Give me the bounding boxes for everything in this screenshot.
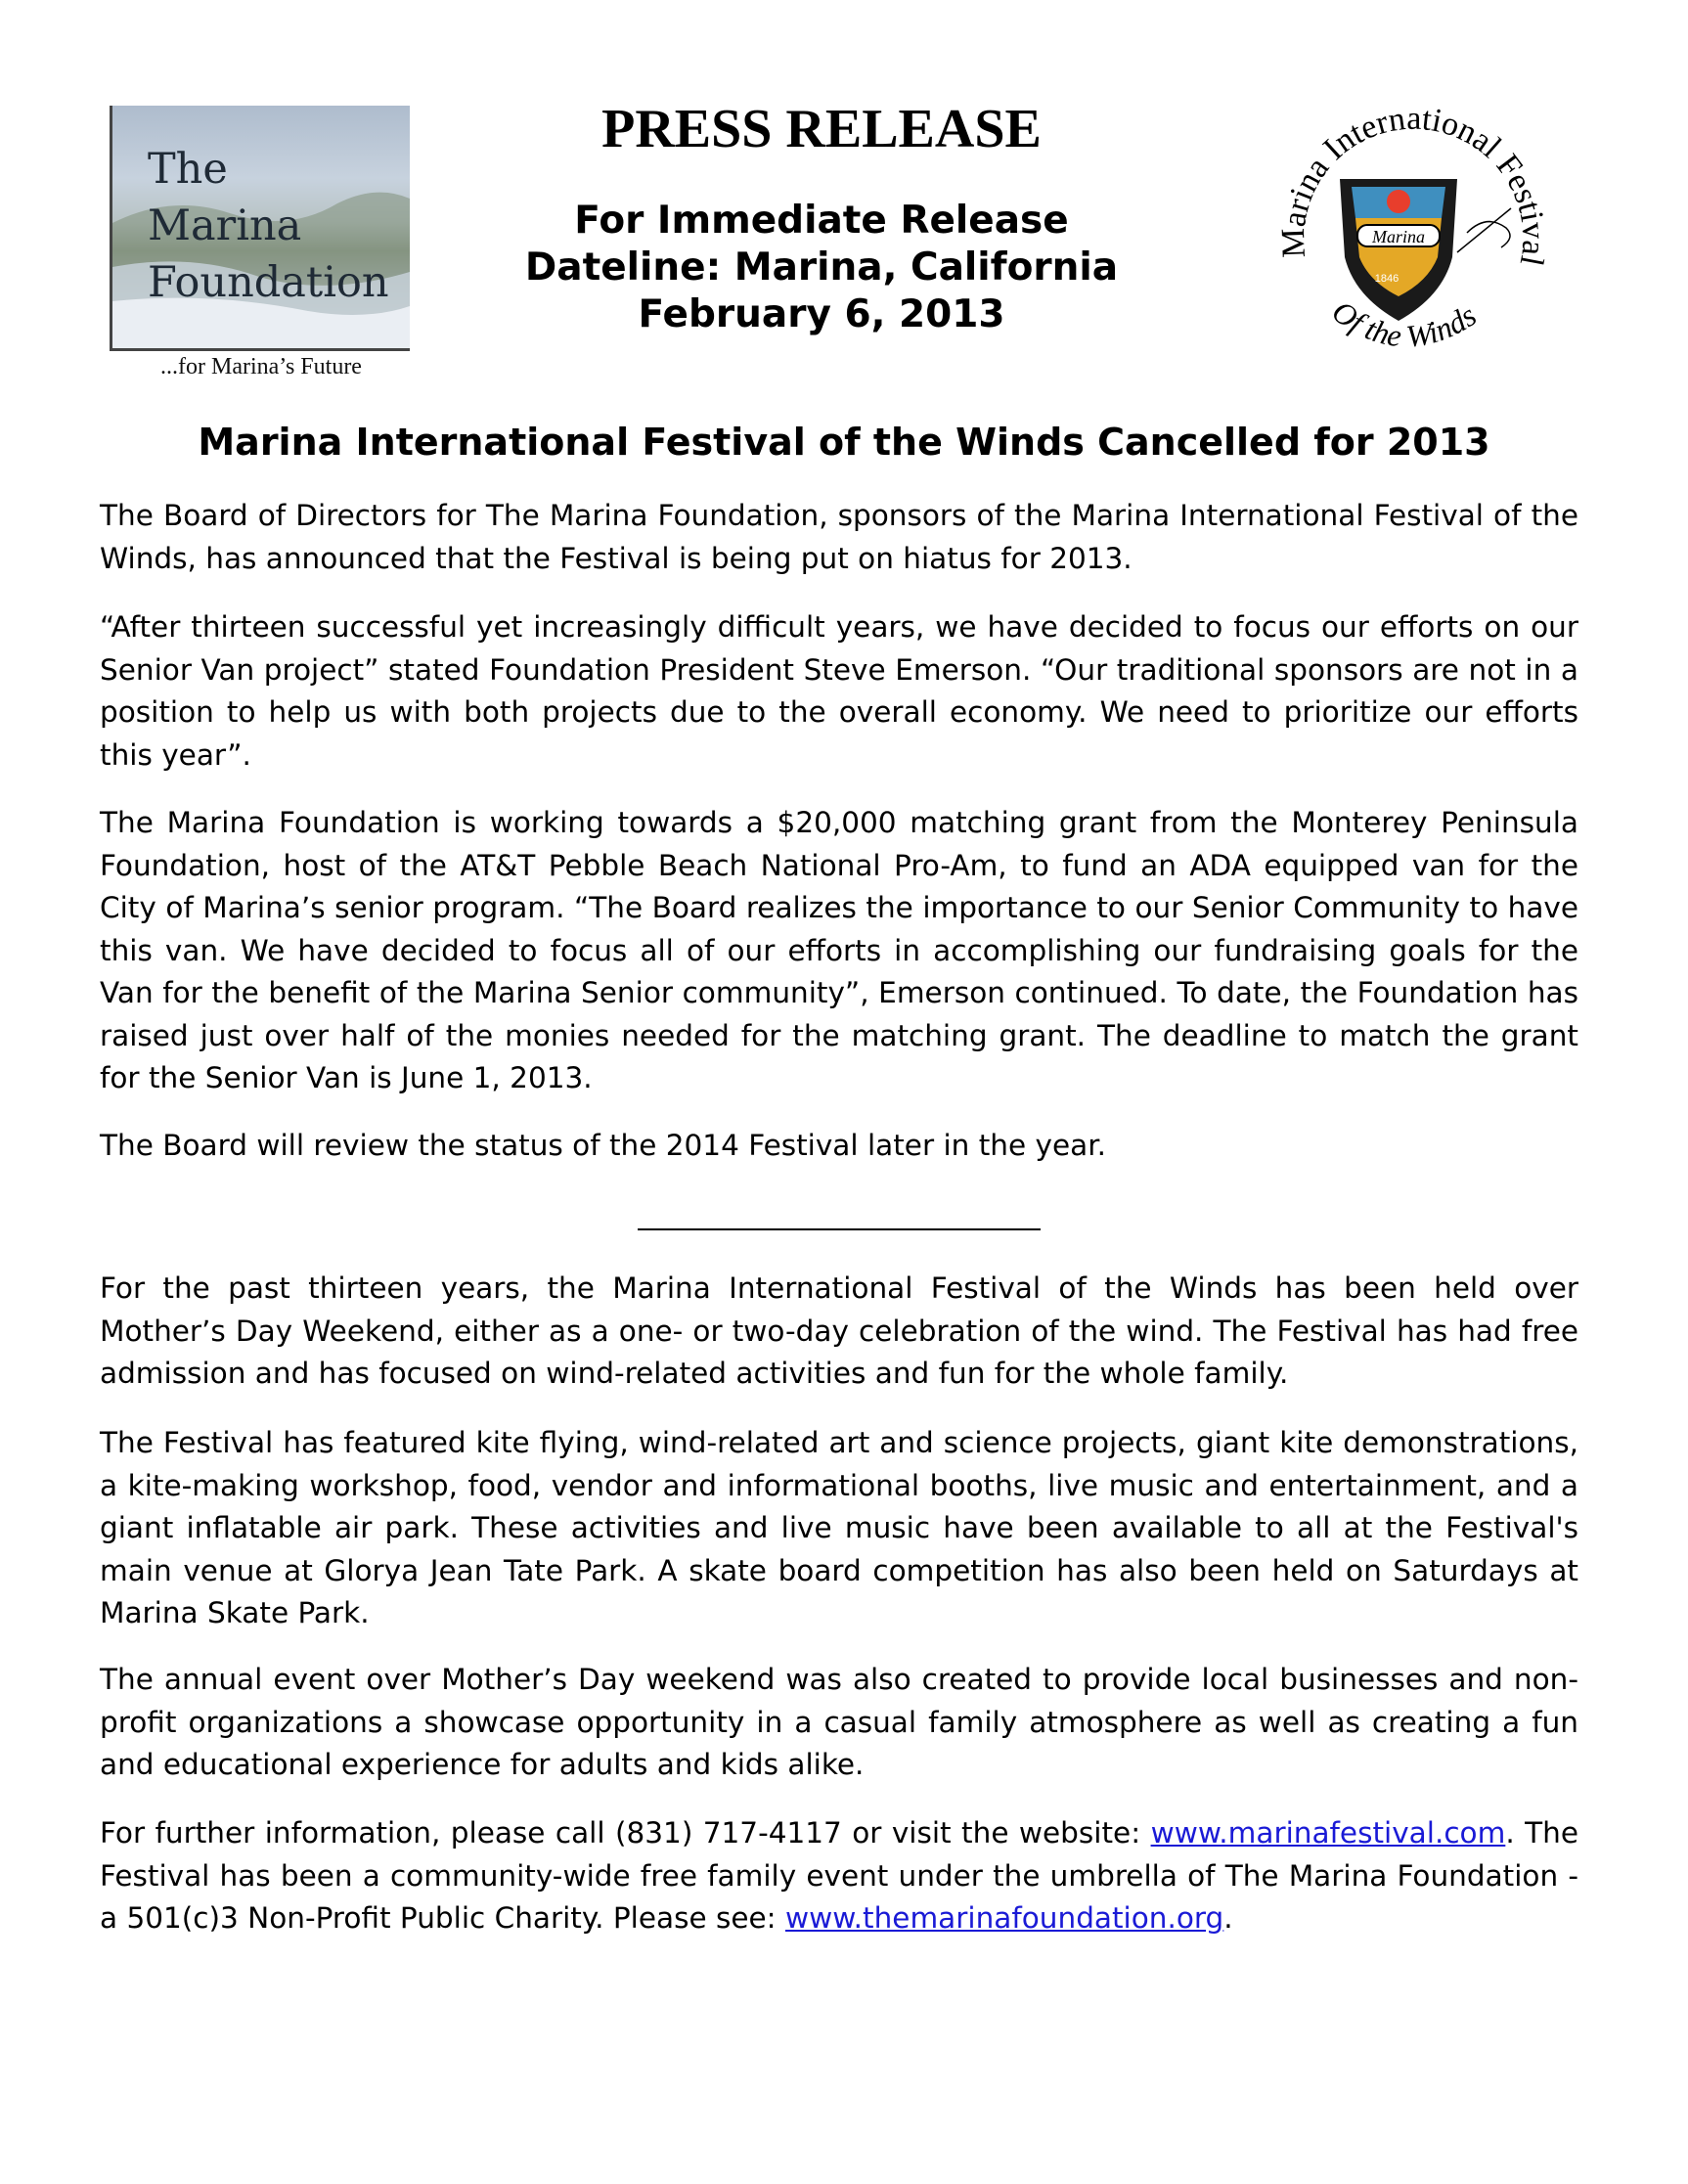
paragraph-4: The Board will review the status of the 2014 Festival later in the year. xyxy=(100,1129,1106,1162)
shield-year: 1846 xyxy=(1374,273,1399,285)
section-divider xyxy=(638,1228,1041,1230)
headline: Marina International Festival of the Winds Cancelled for 2013 xyxy=(198,421,1490,464)
festival-logo-arc-text: Marina International Festival xyxy=(1274,100,1552,269)
paragraph-2: “After thirteen successful yet increasingly difficult years, we have decided to focus our efforts on our Senior Van project” stated Foundation President Steve Emerson. “Our traditional sponsors are not in a position to help us with both projects due to the overall economy. We need to prioritize our efforts this year”. xyxy=(100,610,1578,772)
logo-line-3: Foundation xyxy=(148,258,389,307)
festival-logo-bottom-text: Of the Winds xyxy=(1325,292,1483,354)
press-release-title: PRESS RELEASE xyxy=(601,99,1042,159)
paragraph-8 xyxy=(100,1812,1578,1940)
wind-swirl-icon xyxy=(1467,222,1510,247)
contact-end: . xyxy=(1223,1901,1233,1935)
paragraph-1: The Board of Directors for The Marina Foundation, sponsors of the Marina International Festival of the Winds, has announced that the Festival is being put on hiatus for 2013. xyxy=(100,499,1578,575)
contact-intro: For further information, please call (831) 717-4117 or visit the website: xyxy=(100,1816,1151,1850)
foundation-logo xyxy=(110,106,410,351)
festival-website-link[interactable]: www.marinafestival.com xyxy=(1150,1816,1506,1850)
festival-logo xyxy=(1262,86,1555,379)
contact-middle: . The Festival has been a community-wide free family event under the umbrella of The Marina Foundation - a 501(c)3 Non-Profit Public Charity. Please see: xyxy=(100,1816,1579,1935)
shield-text: Marina xyxy=(1372,227,1425,246)
logo-line-1: The xyxy=(148,145,228,194)
logo-line-2: Marina xyxy=(148,201,302,250)
release-line-immediate: For Immediate Release xyxy=(574,199,1069,243)
paragraph-6: The Festival has featured kite flying, wind-related art and science projects, giant kite demonstrations, a kite-making workshop, food, vendor and informational booths, live music and entertainment, and a giant inflatable air park. These activities and live music have been available to all at the Festival's main venue at Glorya Jean Tate Park. A skate board competition has also been held on Saturdays at Marina Skate Park. xyxy=(100,1426,1578,1629)
festival-shield-icon xyxy=(1340,179,1457,321)
release-line-dateline: Dateline: Marina, California xyxy=(524,245,1119,290)
foundation-website-link[interactable]: www.themarinafoundation.org xyxy=(784,1901,1224,1935)
release-info xyxy=(489,198,1154,338)
logo-tagline: ...for Marina’s Future xyxy=(160,354,362,379)
paragraph-5: For the past thirteen years, the Marina International Festival of the Winds has been held over Mother’s Day Weekend, either as a one- or two-day celebration of the wind. The Festival has had free admission and has focused on wind-related activities and fun for the whole family. xyxy=(100,1271,1578,1390)
paragraph-3: The Marina Foundation is working towards a $20,000 matching grant from the Monterey Peninsula Foundation, host of the AT&T Pebble Beach National Pro-Am, to fund an ADA equipped van for the City of Marina’s senior program. “The Board realizes the importance to our Senior Community to have this van. We have decided to focus all of our efforts in accomplishing our fundraising goals for the Van for the benefit of the Marina Senior community”, Emerson continued. To date, the Foundation has raised just over half of the monies needed for the matching grant. The deadline to match the grant for the Senior Van is June 1, 2013. xyxy=(100,806,1578,1094)
release-line-date: February 6, 2013 xyxy=(638,292,1005,336)
paragraph-7: The annual event over Mother’s Day weekend was also created to provide local businesses and non-profit organizations a showcase opportunity in a casual family atmosphere as well as creating a fun and educational experience for adults and kids alike. xyxy=(100,1663,1578,1781)
foundation-logo-text xyxy=(148,141,389,311)
